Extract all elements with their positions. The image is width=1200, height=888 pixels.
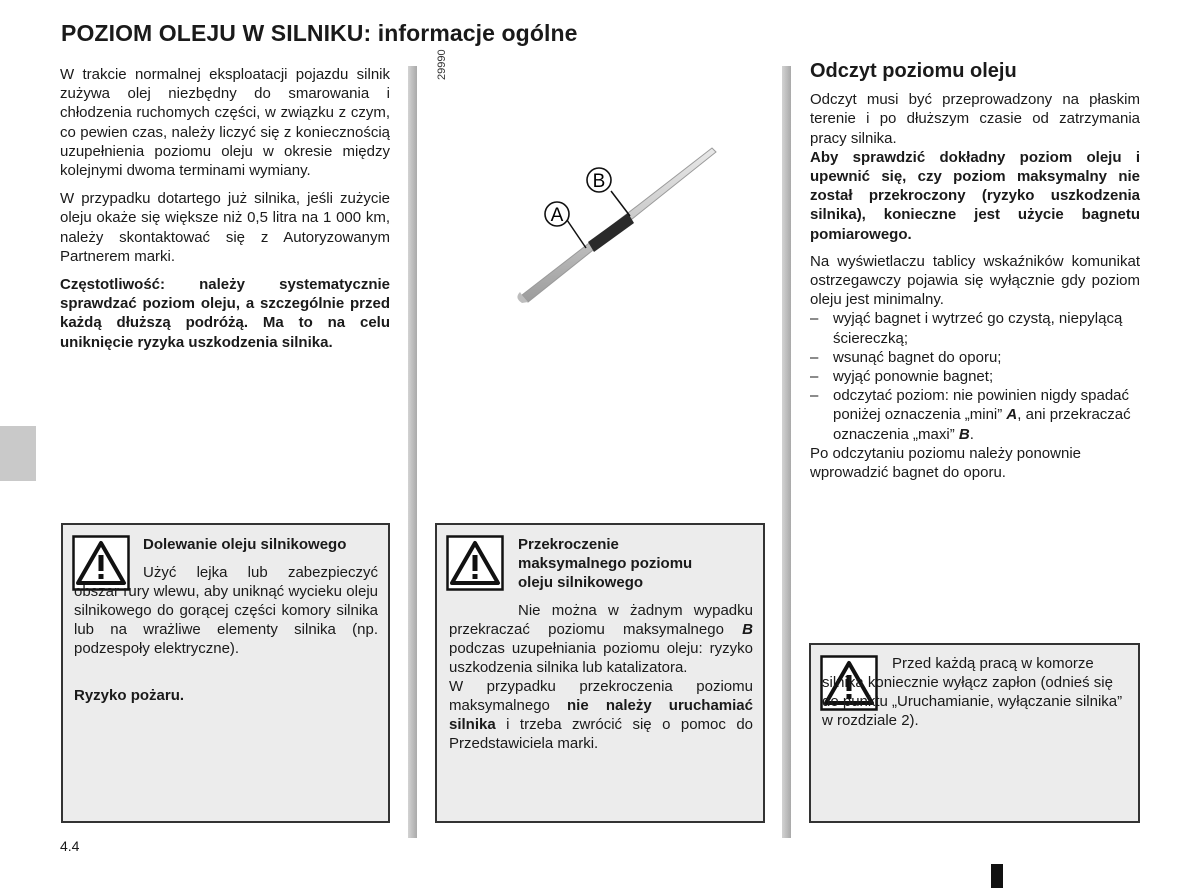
step4-mid: , ani przekraczać oznaczenia „maxi”: [833, 406, 1131, 443]
procedure-step: – wyjąć bagnet i wytrzeć go czystą, niepylącą ściereczką;: [810, 309, 1140, 347]
warning-box-oil-refill: [61, 523, 390, 823]
mark-b: B: [958, 425, 970, 443]
fire-risk-text: Ryzyko pożaru.: [74, 687, 185, 704]
label-a: A: [550, 205, 564, 226]
reading-conditions-text: Odczyt musi być przeprowadzony na płaskim terenie i po dłuższym czasie od zatrzymania pracy silnika.: [810, 91, 1140, 147]
left-column: [60, 65, 390, 352]
reading-procedure: [810, 252, 1140, 482]
warning-title: Przekroczenie maksymalnego poziomu oleju silnikowego: [518, 536, 693, 591]
warning-box-overfill: [435, 523, 765, 823]
label-b: B: [592, 171, 606, 192]
dashboard-message-text: Na wyświetlaczu tablicy wskaźników komunikat ostrzegawczy pojawia się wyłącznie gdy poziom oleju jest minimalny.: [810, 252, 1140, 309]
warning-text: Użyć lejka lub zabezpieczyć obszar rury wlewu, aby uniknąć wycieku oleju silnikowego do gorącej części komory silnika lub na wrażliwe elementy silnika (np. podzespoły elektryczne).: [74, 564, 378, 657]
step4-end: .: [969, 425, 974, 443]
warning-text: Nie można w żadnym wypadku przekraczać poziomu maksymalnego B podczas uzupełniania poziomu oleju: ryzyko uszkodzenia silnika lub katalizatora. W przypadku przekroczenia poziomu maksymalnego nie należy uruchamiać silnika i trzeba zwrócić się o pomoc do Przedstawiciela marki.: [449, 602, 753, 752]
closing-text: Po odczytaniu poziomu należy ponownie wprowadzić bagnet do oporu.: [810, 444, 1082, 482]
page-number: 4.4: [60, 838, 80, 854]
procedure-step: – wyjąć ponownie bagnet;: [810, 367, 1140, 386]
warning-title: Dolewanie oleju silnikowego: [143, 536, 347, 553]
consumption-paragraph: W przypadku dotartego już silnika, jeśli zużycie oleju okaże się większe niż 0,5 litra na 1 000 km, należy skontaktować się z Autoryzowanym Partnerem marki.: [60, 190, 390, 265]
leader-line-b: [611, 191, 630, 216]
warning-box-ignition: [809, 643, 1140, 823]
figure-code: 29990: [436, 49, 448, 80]
corner-mark: [991, 864, 1003, 888]
procedure-list: [810, 309, 1140, 443]
procedure-step: – wsunąć bagnet do oporu;: [810, 348, 1140, 367]
procedure-step: [810, 386, 1140, 444]
page-title: POZIOM OLEJU W SILNIKU: informacje ogólne: [61, 20, 578, 46]
dipstick-requirement: Aby sprawdzić dokładny poziom oleju i upewnić się, czy poziom maksymalny nie został przekroczony (ryzyko uszkodzenia silnika), konieczne jest użycie bagnetu pomiarowego.: [810, 148, 1140, 243]
warning-text: Przed każdą pracą w komorze silnika koniecznie wyłącz zapłon (odnieś się do punktu „Uruchamianie, wyłączanie silnika” w rozdziale 2).: [822, 655, 1123, 729]
mark-a: A: [1006, 406, 1018, 424]
oil-band: [588, 213, 634, 252]
frequency-paragraph: Częstotliwość: należy systematycznie sprawdzać poziom oleju, a szczególnie przed każdą dłuższą podróżą. Ma to na celu uniknięcie ryzyka uszkodzenia silnika.: [60, 276, 390, 351]
warning-triangle-icon: [446, 535, 504, 591]
chapter-tab: [0, 426, 36, 481]
leader-line-a: [567, 220, 586, 248]
reading-conditions: [810, 90, 1140, 244]
right-column: [810, 62, 1140, 482]
step4-text: odczytać poziom: nie powinien nigdy spadać poniżej oznaczenia „mini”: [833, 387, 1130, 424]
intro-paragraph: W trakcie normalnej eksploatacji pojazdu silnik zużywa olej niezbędny do smarowania i chłodzenia ruchomych części, w związku z czym, co pewien czas, należy liczyć się z koniecznością uzupełnienia poziomu oleju w okresie między kolejnymi dwoma terminami wymiany.: [60, 66, 390, 180]
column-divider-left: [408, 66, 417, 838]
column-divider-right: [782, 66, 791, 838]
dipstick-illustration: [500, 130, 740, 320]
section-heading: Odczyt poziomu oleju: [810, 60, 1017, 82]
